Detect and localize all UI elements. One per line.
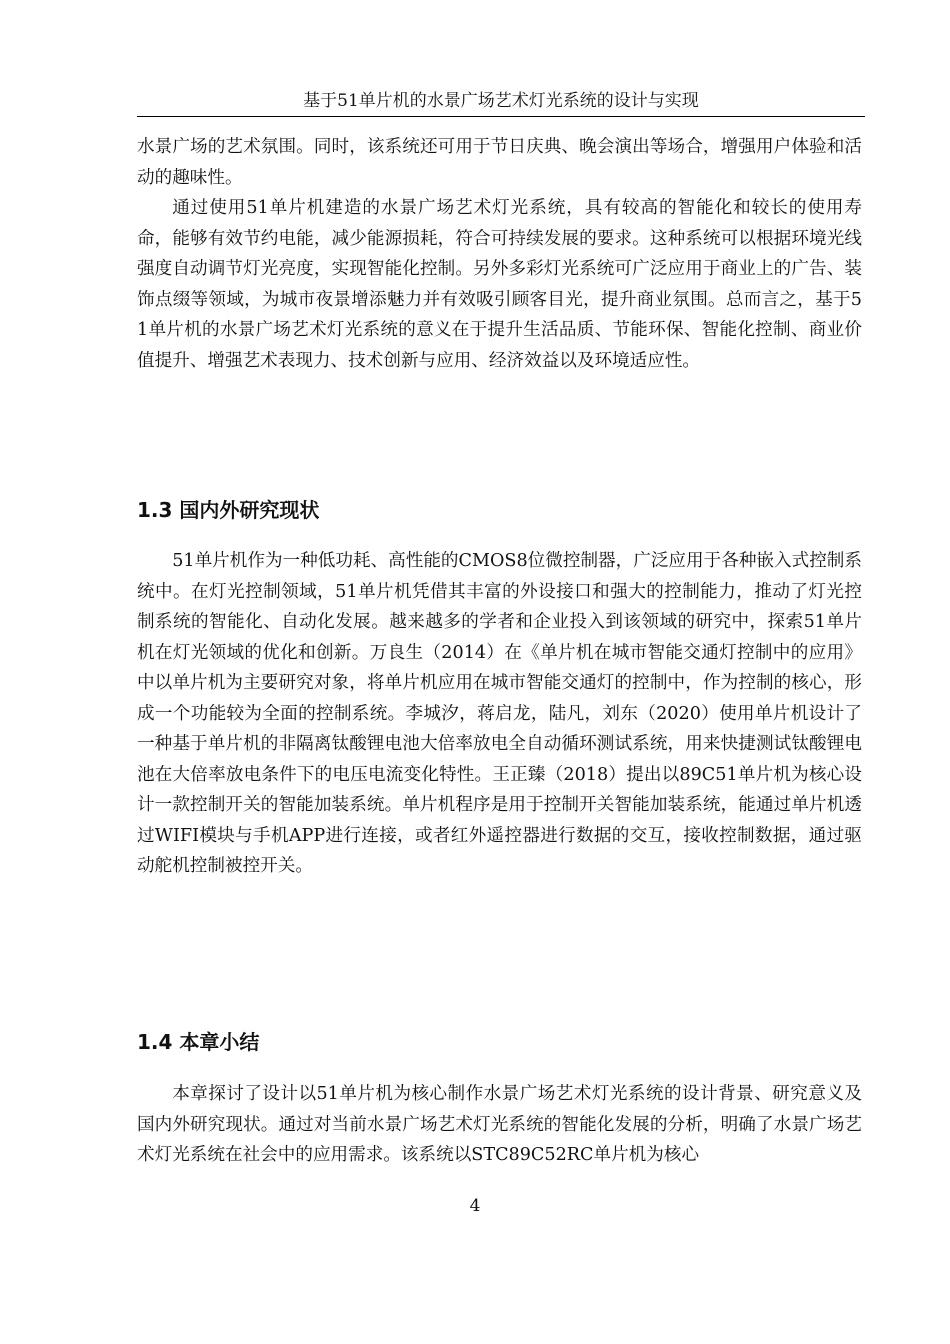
- significance-paragraph: 通过使用51单片机建造的水景广场艺术灯光系统，具有较高的智能化和较长的使用寿命，能够有效节约电能，减少能源损耗，符合可持续发展的要求。这种系统可以根据环境光线强度自动调节灯光亮度，实现智能化控制。另外多彩灯光系统可广泛应用于商业上的广告、装饰点缀等领域，为城市夜景增添魅力并有效吸引顾客目光，提升商业氛围。总而言之，基于51单片机的水景广场艺术灯光系统的意义在于提升生活品质、节能环保、智能化控制、商业价值提升、增强艺术表现力、技术创新与应用、经济效益以及环境适应性。: [137, 198, 862, 371]
- research-status-paragraph: 51单片机作为一种低功耗、高性能的CMOS8位微控制器，广泛应用于各种嵌入式控制系统中。在灯光控制领域，51单片机凭借其丰富的外设接口和强大的控制能力，推动了灯光控制系统的智能化、自动化发展。越来越多的学者和企业投入到该领域的研究中，探索51单片机在灯光领域的优化和创新。万良生（2014）在《单片机在城市智能交通灯控制中的应用》中以单片机为主要研究对象，将单片机应用在城市智能交通灯的控制中，作为控制的核心，形成一个功能较为全面的控制系统。李城汐，蒋启龙，陆凡，刘东（2020）使用单片机设计了一种基于单片机的非隔离钛酸锂电池大倍率放电全自动循环测试系统，用来快捷测试钛酸锂电池在大倍率放电条件下的电压电流变化特性。王正臻（2018）提出以89C51单片机为核心设计一款控制开关的智能加装系统。单片机程序是用于控制开关智能加装系统，能通过单片机透过WIFI模块与手机APP进行连接，或者红外遥控器进行数据的交互，接收控制数据，通过驱动舵机控制被控开关。: [137, 551, 862, 876]
- page-number: 4: [469, 1196, 481, 1216]
- chapter-summary-paragraph: 本章探讨了设计以51单片机为核心制作水景广场艺术灯光系统的设计背景、研究意义及国内外研究现状。通过对当前水景广场艺术灯光系统的智能化发展的分析，明确了水景广场艺术灯光系统在社会中的应用需求。该系统以STC89C52RC单片机为核心: [137, 1084, 862, 1165]
- section-1-4-body: [137, 1079, 862, 1171]
- section-1-3: [137, 495, 862, 525]
- section-heading-1-4: 1.4 本章小结: [137, 1030, 260, 1054]
- section-heading-1-3: 1.3 国内外研究现状: [137, 498, 320, 522]
- section-1-3-body: [137, 546, 862, 882]
- main-content: [137, 132, 862, 376]
- section-1-4: [137, 1027, 862, 1057]
- continuation-paragraph: 水景广场的艺术氛围。同时，该系统还可用于节日庆典、晚会演出等场合，增强用户体验和活动的趣味性。: [137, 137, 862, 188]
- running-header: 基于51单片机的水景广场艺术灯光系统的设计与实现: [137, 88, 865, 117]
